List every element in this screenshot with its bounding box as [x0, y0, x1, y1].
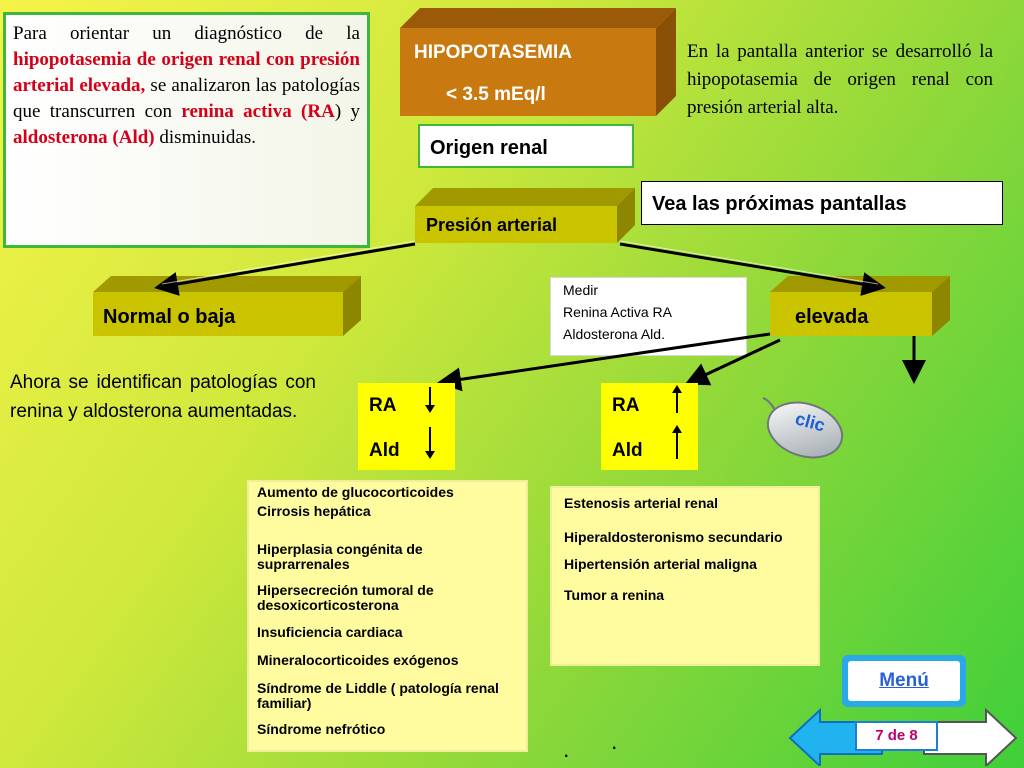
list-item: Síndrome nefrótico	[257, 721, 386, 737]
elevada-label: elevada	[795, 306, 869, 328]
hipopotasemia-value: < 3.5 mEq/l	[446, 84, 546, 105]
ald-left-label: Ald	[369, 440, 400, 461]
list-item: Tumor a renina	[564, 587, 665, 603]
intro-text: ) y	[334, 101, 361, 122]
arrow-to-normal	[160, 244, 415, 287]
arrow-to-ra-right	[690, 340, 780, 382]
ahora-text: Ahora se identifican patologías con renina y aldosterona aumentadas.	[10, 372, 316, 422]
intro-highlight-renina: renina activa (RA	[181, 101, 335, 122]
list-item: Mineralocorticoides exógenos	[257, 652, 459, 668]
right-pathologies-list	[550, 486, 820, 666]
list-item: Síndrome de Liddle ( patología renal familiar)	[257, 680, 499, 711]
normal-baja-label: Normal o baja	[103, 306, 236, 328]
list-item: Hiperplasia congénita de suprarrenales	[257, 541, 423, 572]
arrow-down-icon	[420, 383, 440, 470]
right-note: En la pantalla anterior se desarrolló la hipopotasemia de origen renal con presión arterial alta.	[687, 41, 993, 118]
vea-proximas-label: Vea las próximas pantallas	[652, 193, 907, 215]
arrow-to-ra-left	[443, 334, 770, 382]
arrow-up-icon	[667, 383, 687, 470]
medir-title: Medir	[563, 282, 599, 298]
list-item: Estenosis arterial renal	[564, 495, 719, 511]
ra-right-label: RA	[612, 395, 640, 416]
clic-label: clic	[793, 408, 828, 436]
dot-mark: .	[612, 736, 617, 753]
list-item: Aumento de glucocorticoides	[257, 484, 454, 500]
ald-right-label: Ald	[612, 440, 643, 461]
ra-ald-right-box	[601, 383, 698, 470]
list-item: Cirrosis hepática	[257, 503, 371, 519]
dot-mark: .	[564, 744, 569, 761]
intro-text: Para orientar un diagnóstico de la	[13, 23, 360, 44]
menu-button[interactable]	[842, 655, 966, 707]
intro-text: disminuidas.	[154, 127, 256, 148]
presion-arterial-label: Presión arterial	[426, 215, 558, 235]
hipopotasemia-title: HIPOPOTASEMIA	[414, 42, 572, 63]
intro-highlight-aldosterona: aldosterona (Ald)	[13, 127, 155, 148]
origen-renal-label: Origen renal	[430, 137, 548, 159]
ra-ald-left-box	[358, 383, 455, 470]
page-indicator: 7 de 8	[855, 721, 938, 751]
ra-left-label: RA	[369, 395, 397, 416]
arrow-to-elevada	[620, 244, 880, 287]
clic-mouse-button[interactable]	[755, 388, 847, 464]
menu-label: Menú	[848, 661, 960, 701]
list-item: Hipersecreción tumoral de desoxicorticosterona	[257, 582, 434, 613]
list-item: Insuficiencia cardiaca	[257, 624, 403, 640]
medir-renina: Renina Activa RA	[563, 304, 672, 320]
list-item: Hiperaldosteronismo secundario	[564, 529, 783, 545]
intro-text: se analizaron las patologías que transcurren con	[13, 75, 360, 122]
medir-aldosterona: Aldosterona Ald.	[563, 326, 665, 342]
list-item: Hipertensión arterial maligna	[564, 556, 757, 572]
intro-highlight-hipopotasemia: hipopotasemia de origen renal con presión arterial elevada,	[13, 49, 360, 96]
left-pathologies-list	[247, 480, 528, 752]
